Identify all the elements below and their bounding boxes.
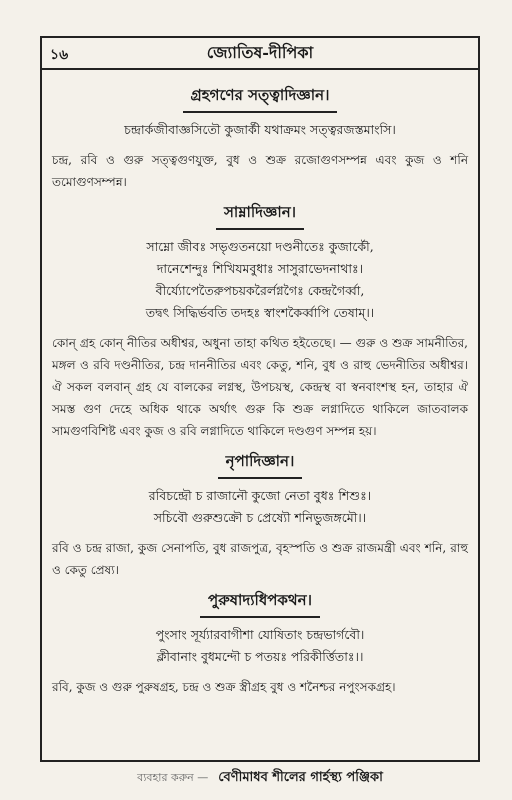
verse-line: চন্দ্রার্কজীবাজ্ঞসিতৌ কুজার্কী যথাক্রমং সত্ত্বরজস্তমাংসি। <box>124 122 396 137</box>
verse-line: পুংসাং সূর্য্যারবাগীশা যোষিতাং চন্দ্রভার্গবৌ। <box>155 627 365 642</box>
page-number: ১৬ <box>50 47 69 63</box>
verse-line: সাম্নো জীবঃ সভৃগুতনয়ো দণ্ডনীতেঃ কুজার্কৌ, <box>146 239 374 254</box>
page-frame <box>40 36 480 762</box>
section-title: পুরুষাদ্যধিপকথন। <box>52 587 468 618</box>
paragraph: রবি, কুজ ও গুরু পুরুষগ্রহ, চন্দ্র ও শুক্র স্ত্রীগ্রহ বুধ ও শনৈশ্চর নপুংসকগ্রহ। <box>52 680 396 694</box>
verse-line: বীর্য্যোপেতৈরুপচয়করৈর্লগ্নগৈঃ কেন্দ্রগৈর্ব্বা, <box>155 283 365 298</box>
page-header <box>42 38 478 70</box>
verse-line: দানেশেন্দুঃ শিখিযমবুধাঃ সাসুরাভেদনাথাঃ। <box>156 261 364 276</box>
running-title: জ্যোতিষ-দীপিকা <box>206 42 314 62</box>
footer-advert-title: বেণীমাধব শীলের গার্হস্থ্য পঞ্জিকা <box>218 769 383 785</box>
page-footer <box>40 764 480 792</box>
paragraph: রবি ও চন্দ্র রাজা, কুজ সেনাপতি, বুধ রাজপুত্র, বৃহস্পতি ও শুক্র রাজমন্ত্রী এবং শনি, রাহু ও কেতু প্রেষ্য। <box>52 541 468 577</box>
paragraph: চন্দ্র, রবি ও গুরু সত্ত্বগুণযুক্ত, বুধ ও শুক্র রজোগুণসম্পন্ন এবং কুজ ও শনি তমোগুণসম্পন্ন। <box>52 153 468 189</box>
section-title: সাম্নাদিজ্ঞান। <box>52 199 468 230</box>
section-title: নৃপাদিজ্ঞান। <box>52 448 468 479</box>
verse-line: তদ্বৎ সিদ্ধির্ভবতি তদহঃ স্বাংশকৈর্ব্বাপি তেষাম্।। <box>145 305 375 320</box>
page-content <box>42 70 478 698</box>
verse-line: রবিচন্দ্রৌ চ রাজানৌ কুজো নেতা বুধঃ শিশুঃ। <box>148 488 372 503</box>
paragraph: কোন্ গ্রহ কোন্ নীতির অধীশ্বর, অধুনা তাহা কথিত হইতেছে। — গুরু ও শুক্র সামনীতির, মঙ্গল ও রবি দণ্ডনীতির, চন্দ্র দাননীতির এবং কেতু, শনি, বুধ ও রাহু ভেদনীতির অধীশ্বর। ঐ সকল বলবান্ গ্রহ যে বালকের লগ্নস্থ, উপচয়স্থ, কেন্দ্রস্থ বা স্বনবাংশস্থ হন, তাহার ঐ সমস্ত গুণ দেহে অধিক থাকে অর্থাৎ গুরু কি শুক্র লগ্নাদিতে থাকিলে জাতবালক সামগুণবিশিষ্ট এবং কুজ ও রবি লগ্নাদিতে থাকিলে দণ্ডগুণ সম্পন্ন হয়। <box>52 336 468 438</box>
verse-line: সচিবৌ গুরুশুক্রৌ চ প্রেষ্যৌ শনিভুজঙ্গমৌ।। <box>153 510 367 525</box>
verse-line: ক্লীবানাং বুধমন্দৌ চ পতয়ঃ পরিকীর্ত্তিতাঃ।। <box>156 649 364 664</box>
footer-advert-prefix: ব্যবহার করুন — <box>137 770 209 784</box>
section-title: গ্রহগণের সত্ত্বাদিজ্ঞান। <box>52 82 468 113</box>
